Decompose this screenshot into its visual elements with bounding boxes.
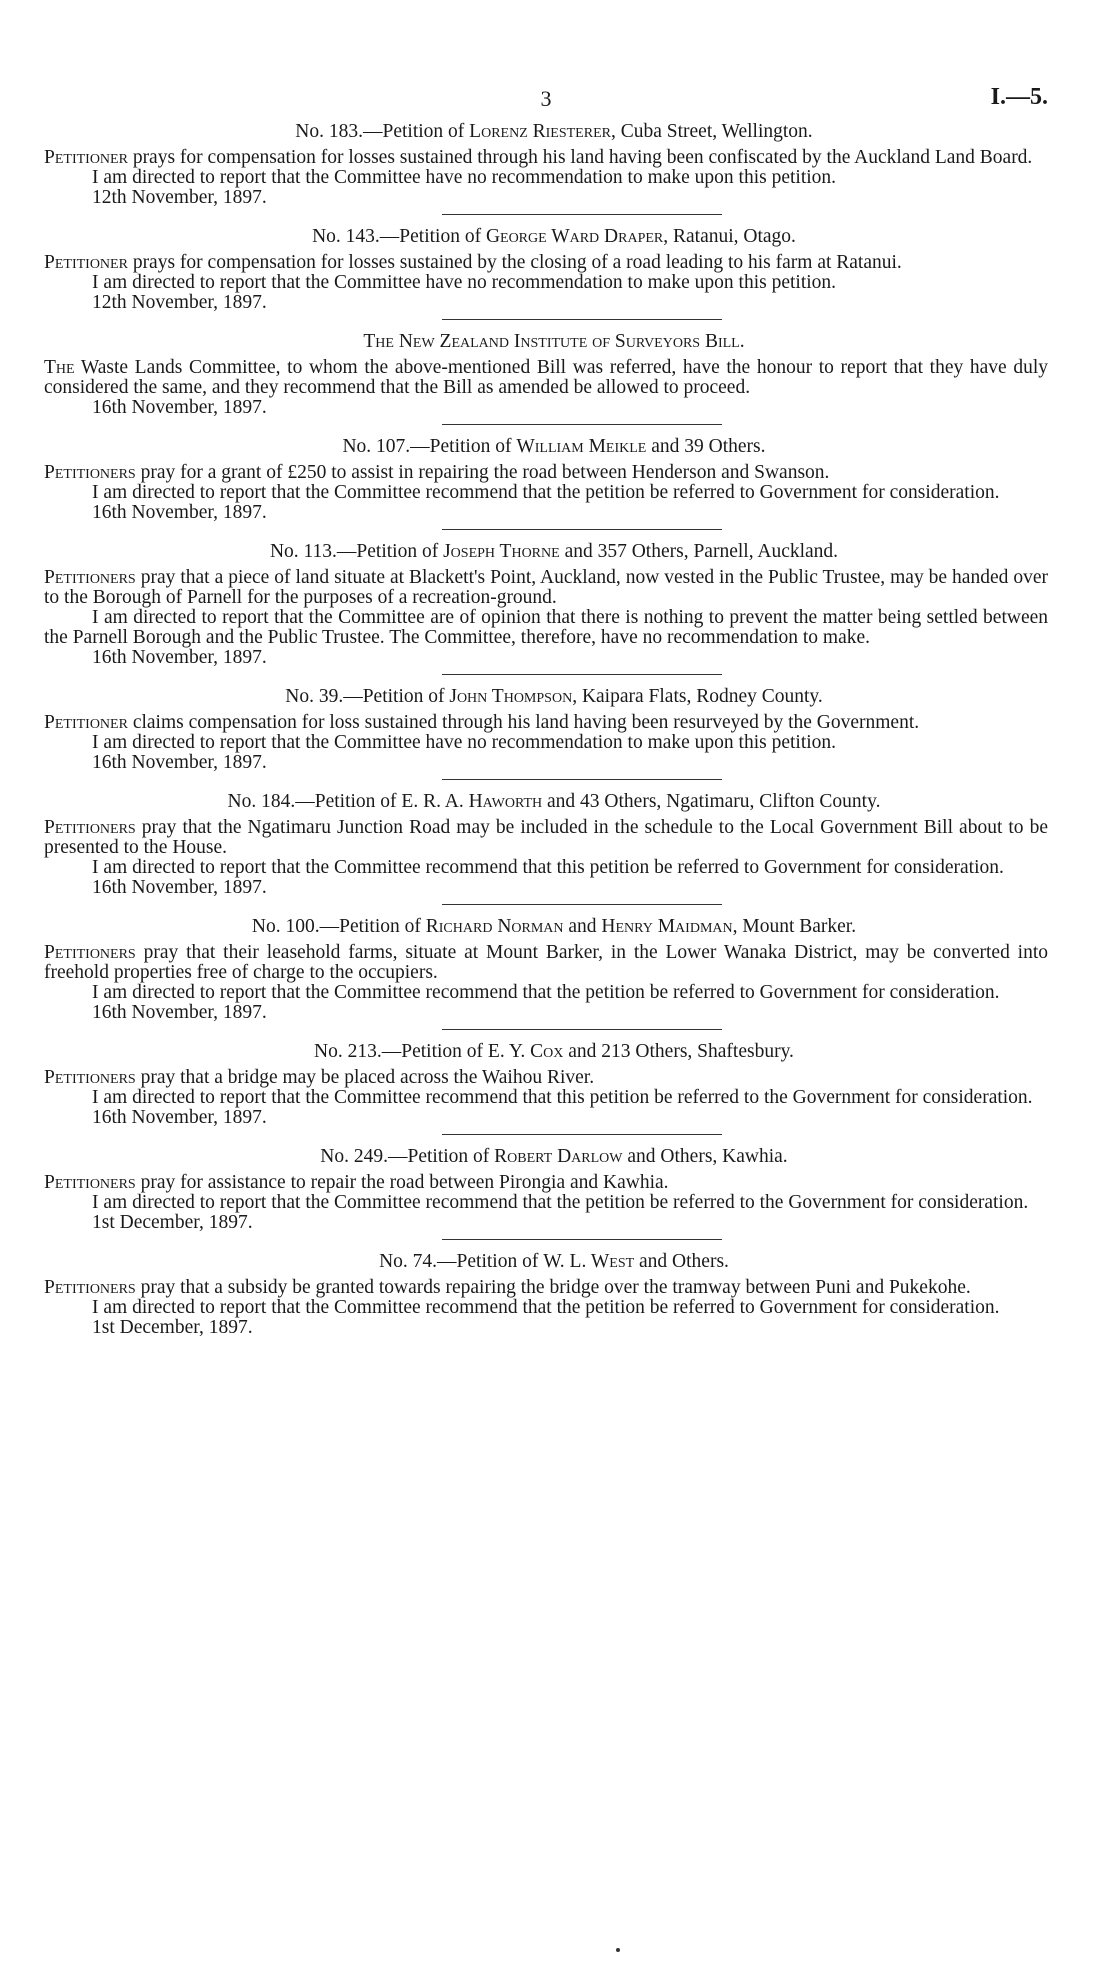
section-heading: No. 183.—Petition of Lorenz Riesterer, Cuba Street, Wellington. xyxy=(295,121,813,142)
report-date: 16th November, 1897. xyxy=(92,397,267,418)
petition-section xyxy=(44,790,1048,905)
petition-section xyxy=(44,225,1048,320)
report-date: 12th November, 1897. xyxy=(92,187,267,208)
committee-report: I am directed to report that the Committee recommend that this petition be referred to the Government for consideration. xyxy=(92,1087,1033,1108)
petition-section xyxy=(44,685,1048,780)
report-date: 1st December, 1897. xyxy=(92,1212,253,1233)
committee-report: I am directed to report that the Committee have no recommendation to make upon this petition. xyxy=(92,272,837,293)
petition-summary: Petitioners pray for assistance to repair the road between Pirongia and Kawhia. xyxy=(44,1172,669,1193)
petitioner-name-2: Henry Maidman xyxy=(601,916,733,937)
report-date: 16th November, 1897. xyxy=(92,647,267,668)
section-heading: No. 213.—Petition of E. Y. Cox and 213 Others, Shaftesbury. xyxy=(314,1041,794,1062)
report-date: 1st December, 1897. xyxy=(92,1317,253,1338)
committee-report: I am directed to report that the Committee recommend that this petition be referred to Government for consideration. xyxy=(92,857,1004,878)
page-number: 3 xyxy=(540,86,552,111)
page-header xyxy=(44,78,1048,118)
section-divider xyxy=(442,1029,722,1030)
petition-summary: Petitioners pray that their leasehold farms, situate at Mount Barker, in the Lower Wanaka District, may be converted into freehold properties free of charge to the occupiers. xyxy=(44,942,1048,983)
petition-section xyxy=(44,120,1048,215)
section-heading: No. 113.—Petition of Joseph Thorne and 357 Others, Parnell, Auckland. xyxy=(269,541,839,562)
report-date: 16th November, 1897. xyxy=(92,502,267,523)
report-date: 16th November, 1897. xyxy=(92,877,267,898)
committee-report: I am directed to report that the Committee are of opinion that there is nothing to prevent the matter being settled between the Parnell Borough and the Public Trustee. The Committee, therefore, have no recommendation to make. xyxy=(44,607,1048,648)
committee-report: I am directed to report that the Committee have no recommendation to make upon this petition. xyxy=(92,167,837,188)
petition-section xyxy=(44,915,1048,1030)
section-heading: No. 184.—Petition of E. R. A. Haworth and 43 Others, Ngatimaru, Clifton County. xyxy=(227,791,881,812)
section-divider xyxy=(442,319,722,320)
bill-report: The Waste Lands Committee, to whom the above-mentioned Bill was referred, have the honour to report that they have duly considered the same, and they recommend that the Bill as amended be allowed to proceed. xyxy=(44,357,1048,398)
petitioner-name: E. R. A. Haworth xyxy=(401,791,543,812)
bill-title: The New Zealand Institute of Surveyors Bill. xyxy=(363,331,745,352)
petition-summary: Petitioners pray that the Ngatimaru Junction Road may be included in the schedule to the Local Government Bill about to be presented to the House. xyxy=(44,817,1048,858)
petition-summary: Petitioner prays for compensation for losses sustained through his land having been confiscated by the Auckland Land Board. xyxy=(44,147,1033,168)
section-heading: No. 143.—Petition of George Ward Draper, Ratanui, Otago. xyxy=(312,226,796,247)
section-divider xyxy=(442,1239,722,1240)
petition-section xyxy=(44,1145,1048,1240)
section-divider xyxy=(442,904,722,905)
print-speck xyxy=(616,1948,620,1952)
petition-section xyxy=(44,1040,1048,1135)
section-heading: No. 100.—Petition of Richard Norman and Henry Maidman, Mount Barker. xyxy=(251,916,857,937)
committee-report: I am directed to report that the Committee have no recommendation to make upon this petition. xyxy=(92,732,837,753)
petition-summary: Petitioners pray that a subsidy be granted towards repairing the bridge over the tramway between Puni and Pukekohe. xyxy=(44,1277,971,1298)
committee-report: I am directed to report that the Committee recommend that the petition be referred to the Government for consideration. xyxy=(92,1192,1029,1213)
petition-summary: Petitioners pray that a bridge may be placed across the Waihou River. xyxy=(44,1067,595,1088)
committee-report: I am directed to report that the Committee recommend that the petition be referred to Government for consideration. xyxy=(92,982,1000,1003)
report-date: 12th November, 1897. xyxy=(92,292,267,313)
petitioner-name: Lorenz Riesterer xyxy=(469,121,611,142)
document-reference: I.—5. xyxy=(990,84,1048,110)
committee-report: I am directed to report that the Committee recommend that the petition be referred to Government for consideration. xyxy=(92,1297,1000,1318)
petitioner-name: Richard Norman xyxy=(425,916,564,937)
section-divider xyxy=(442,424,722,425)
petitioner-name: William Meikle xyxy=(516,436,647,457)
petition-section xyxy=(44,1250,1048,1338)
report-date: 16th November, 1897. xyxy=(92,1002,267,1023)
petition-summary: Petitioners pray that a piece of land situate at Blackett's Point, Auckland, now vested in the Public Trustee, may be handed over to the Borough of Parnell for the purposes of a recreation-ground. xyxy=(44,567,1048,608)
section-divider xyxy=(442,674,722,675)
petition-summary: Petitioner claims compensation for loss sustained through his land having been resurveyed by the Government. xyxy=(44,712,920,733)
petitioner-name: John Thompson xyxy=(449,686,573,707)
section-divider xyxy=(442,529,722,530)
report-date: 16th November, 1897. xyxy=(92,1107,267,1128)
section-divider xyxy=(442,214,722,215)
petitioner-name: Joseph Thorne xyxy=(443,541,560,562)
bill-section xyxy=(44,330,1048,425)
petition-section xyxy=(44,540,1048,675)
committee-report: I am directed to report that the Committee recommend that the petition be referred to Government for consideration. xyxy=(92,482,1000,503)
section-heading: No. 249.—Petition of Robert Darlow and Others, Kawhia. xyxy=(320,1146,788,1167)
section-heading: No. 39.—Petition of John Thompson, Kaipara Flats, Rodney County. xyxy=(285,686,823,707)
petitioner-name: Robert Darlow xyxy=(494,1146,623,1167)
section-divider xyxy=(442,1134,722,1135)
petitioner-name: W. L. West xyxy=(543,1251,635,1272)
petitioner-name: George Ward Draper xyxy=(485,226,664,247)
report-date: 16th November, 1897. xyxy=(92,752,267,773)
petitioner-name: E. Y. Cox xyxy=(487,1041,564,1062)
petition-summary: Petitioners pray for a grant of £250 to assist in repairing the road between Henderson and Swanson. xyxy=(44,462,830,483)
petition-summary: Petitioner prays for compensation for losses sustained by the closing of a road leading to his farm at Ratanui. xyxy=(44,252,902,273)
section-divider xyxy=(442,779,722,780)
document-page xyxy=(44,78,1048,1338)
petition-section xyxy=(44,435,1048,530)
section-heading: No. 107.—Petition of William Meikle and 39 Others. xyxy=(342,436,766,457)
section-heading: No. 74.—Petition of W. L. West and Others. xyxy=(379,1251,729,1272)
